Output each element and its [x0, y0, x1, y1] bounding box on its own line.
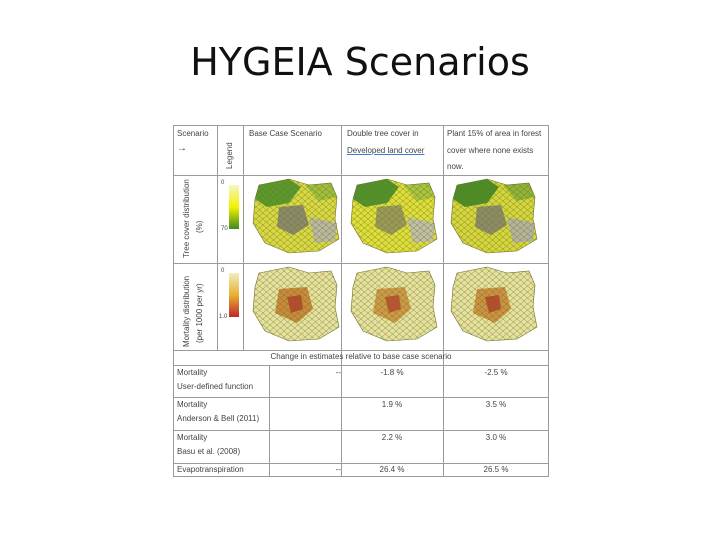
grid-line: [217, 125, 218, 350]
table-row: [173, 432, 549, 462]
table-caption: Change in estimates relative to base case scenario: [270, 352, 452, 361]
table-row: [173, 464, 549, 476]
tree-legend-bar: [229, 185, 239, 229]
grid-line: [173, 476, 549, 477]
col-header-double-tree-line1: Double tree cover in: [347, 129, 419, 138]
double-tree-value: 26.4 %: [379, 465, 405, 474]
table-row: [173, 367, 549, 397]
mortality-legend-bar: [229, 273, 239, 317]
tree-cover-row-label-line1: Tree cover distribution: [182, 179, 191, 258]
mortality-legend-top-value: 0: [221, 268, 225, 274]
mortality-row-label-line2: (per 1000 per yr): [195, 283, 204, 343]
mortality-map-plant-forest: [447, 265, 539, 345]
col-header-plant-forest-line1: Plant 15% of area in forest: [447, 129, 542, 138]
row-label: Evapotranspiration: [177, 465, 244, 474]
base-case-value: --: [335, 368, 341, 377]
table-row: [173, 399, 549, 429]
grid-line: [173, 430, 549, 431]
col-header-plant-forest-line3: now.: [447, 162, 464, 171]
plant-forest-value: 3.0 %: [485, 433, 507, 442]
scenario-label: Scenario: [177, 129, 209, 138]
grid-line: [243, 125, 244, 350]
grid-line: [173, 263, 549, 264]
row-label: Mortality: [177, 433, 208, 442]
scenario-figure: [173, 125, 549, 477]
base-case-value: --: [335, 465, 341, 474]
row-label: Mortality: [177, 400, 208, 409]
double-tree-value: 2.2 %: [381, 433, 403, 442]
col-header-double-tree-line2: Developed land cover: [347, 146, 425, 155]
plant-forest-value: -2.5 %: [484, 368, 508, 377]
tree-map-base-case: [249, 177, 341, 257]
mortality-legend-bottom-value: 1.0: [219, 314, 228, 320]
legend-label: Legend: [225, 142, 234, 169]
grid-line: [173, 175, 549, 176]
mortality-map-double-tree: [347, 265, 439, 345]
row-sublabel: Anderson & Bell (2011): [177, 414, 260, 423]
tree-legend-bottom-value: 70: [221, 226, 228, 232]
grid-line: [173, 365, 549, 366]
grid-line: [173, 397, 549, 398]
col-header-base-case: Base Case Scenario: [249, 129, 322, 138]
plant-forest-value: 3.5 %: [485, 400, 507, 409]
row-label: Mortality: [177, 368, 208, 377]
slide-title: HYGEIA Scenarios: [190, 40, 530, 84]
row-sublabel: User-defined function: [177, 382, 254, 391]
mortality-row-label-line1: Mortality distribution: [182, 275, 191, 347]
mortality-map-base-case: [249, 265, 341, 345]
double-tree-value: 1.9 %: [381, 400, 403, 409]
tree-cover-row-label-line2: (%): [195, 220, 204, 233]
arrow-right-icon: →: [177, 143, 187, 154]
grid-line: [173, 125, 549, 126]
row-sublabel: Basu et al. (2008): [177, 447, 241, 456]
plant-forest-value: 26.5 %: [483, 465, 509, 474]
tree-map-double-tree: [347, 177, 439, 257]
tree-map-plant-forest: [447, 177, 539, 257]
double-tree-value: -1.8 %: [380, 368, 404, 377]
tree-legend-top-value: 0: [221, 180, 225, 186]
col-header-plant-forest-line2: cover where none exists: [447, 146, 534, 155]
